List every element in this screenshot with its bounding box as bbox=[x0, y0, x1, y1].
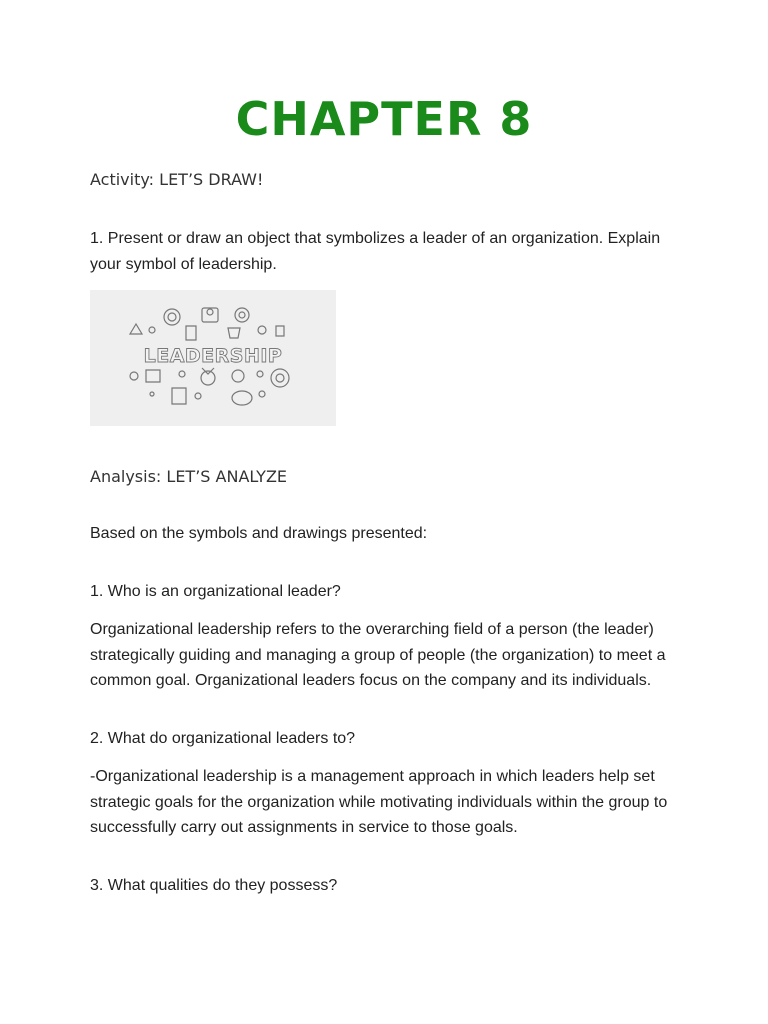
answer-2: -Organizational leadership is a management approach in which leaders help set strategic goals for the organization while motivating individuals within the group to successfully carry out assignments in service to those goals. bbox=[90, 768, 668, 836]
speech-bubble-icon bbox=[232, 391, 252, 405]
analysis-intro: Based on the symbols and drawings presented: bbox=[90, 525, 428, 542]
question-3: 3. What qualities do they possess? bbox=[90, 877, 338, 894]
figure-label: LEADERSHIP bbox=[143, 345, 283, 367]
settings-icon bbox=[232, 370, 244, 382]
activity-heading: Activity: LET’S DRAW! bbox=[90, 170, 264, 189]
leadership-icons-illustration bbox=[90, 290, 336, 426]
medal-icon bbox=[201, 371, 215, 385]
people-icon bbox=[186, 326, 196, 340]
target-icon bbox=[164, 309, 180, 325]
leadership-illustration bbox=[90, 290, 336, 426]
answer-1: Organizational leadership refers to the overarching field of a person (the leader) strategically guiding and managing a group of people (the organization) to meet a common goal. Organizational leaders focus on the company and its individuals. bbox=[90, 621, 666, 689]
question-1: 1. Who is an organizational leader? bbox=[90, 583, 341, 600]
analysis-heading: Analysis: LET’S ANALYZE bbox=[90, 467, 288, 486]
gear-icon bbox=[235, 308, 249, 322]
document-icon bbox=[172, 388, 186, 404]
question-2: 2. What do organizational leaders to? bbox=[90, 730, 356, 747]
presentation-icon bbox=[146, 370, 160, 382]
chart-icon bbox=[276, 326, 284, 336]
mountain-icon bbox=[130, 324, 142, 334]
star-icon bbox=[258, 326, 266, 334]
activity-prompt: 1. Present or draw an object that symbolizes a leader of an organization. Explain your symbol of leadership. bbox=[90, 230, 661, 273]
trophy-icon bbox=[228, 328, 240, 338]
radar-icon bbox=[271, 369, 289, 387]
pie-icon bbox=[130, 372, 138, 380]
chapter-title: CHAPTER 8 bbox=[235, 92, 533, 146]
